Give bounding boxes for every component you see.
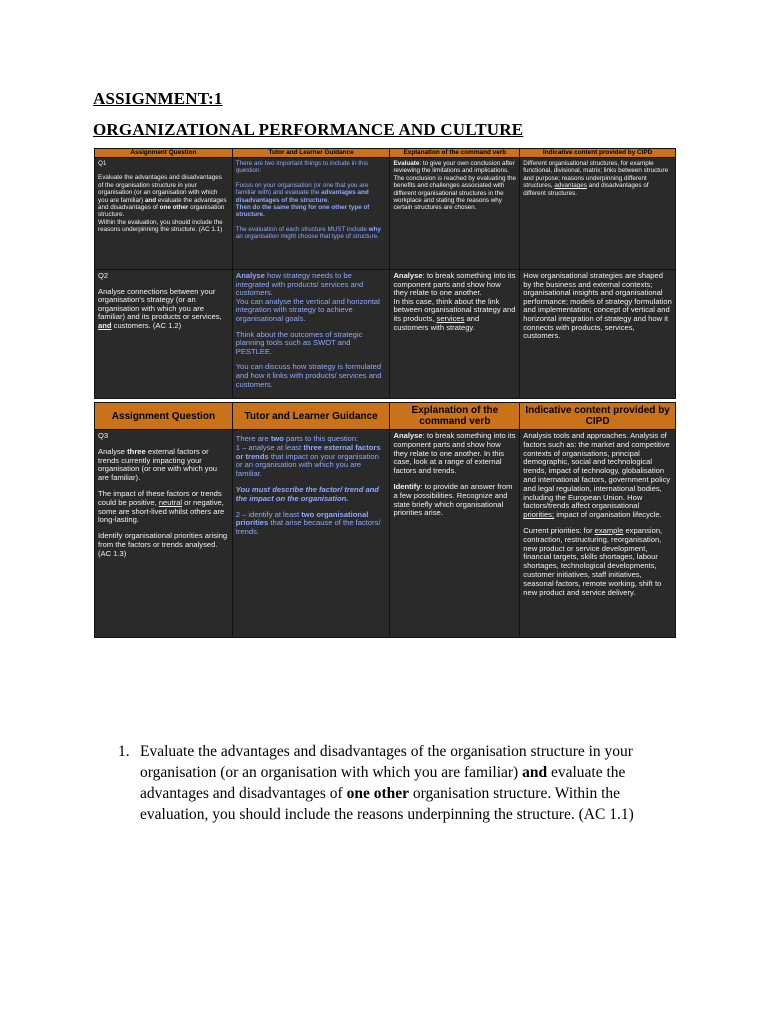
q3-question-2b: or negative, some are short-lived whilst others are long-lasting. (98, 497, 225, 525)
q3-content-2a: Current priorities: for (523, 525, 593, 535)
q1-content-advantages: advantages (554, 182, 587, 190)
assignment-heading: ASSIGNMENT:1 (93, 89, 223, 108)
q2-guidance-2: You can analyse the vertical and horizontal integration with strategy to achieve organisational goals. (235, 296, 380, 323)
q2-command-cell (390, 270, 520, 399)
q3-id: Q3 (98, 431, 109, 440)
q3-question-three: three (127, 446, 146, 456)
q2-command-term: Analyse (393, 271, 423, 280)
q1-guidance-2a: Focus on your organisation (or one that you are familiar with) and evaluate the (235, 181, 369, 197)
q1-question-c: organisation structure. (98, 204, 225, 219)
q3-content-2b: expansion, contraction, restructuring, reorganisation, new product or service development, financial targets, skills shortages, labour shortages, technological developments, customer initiatives, staff initiatives, seasonal factors, remote working, shift to new product and service delivery. (523, 525, 663, 597)
q2-content: How organisational strategies are shaped by the business and external contexts; organisational insights and organisational performance; models of strategy formulation and implementation; concept of vertical and horizontal integration of strategy and how it connects with products, services, customers. (523, 271, 672, 341)
q1-content-b: and disadvantages of different structures. (523, 182, 649, 197)
assignment-subheading: ORGANIZATIONAL PERFORMANCE AND CULTURE (93, 120, 524, 139)
header-command-verb: Explanation of the command verb (390, 403, 520, 430)
table-header-row (95, 149, 676, 158)
q3-command-term-2: Identify (393, 481, 421, 491)
q1-question-cell (95, 158, 233, 270)
q3-content-1a: Analysis tools and approaches. Analysis of factors such as: the market and competitive contexts of organisations, principal demographic, social and technological trends, impact of technology, globalisation and international factors, government policy and legal regulation, international bodies, including the European Union. How factors/trends affect organisational (523, 431, 671, 511)
q3-content-example: example (594, 525, 624, 535)
q1-question-and: and (144, 196, 157, 204)
q3-guidance-cell (232, 430, 390, 638)
table-row-q3 (95, 430, 676, 638)
q2-guidance-1: how strategy needs to be integrated with products/ services and customers. (235, 271, 364, 298)
q1-question-d: Within the evaluation, you should include the reasons underpinning the structure. (AC 1.1) (98, 218, 223, 234)
q3-question-3: Identify organisational priorities arising from the factors or trends analysed. (AC 1.3) (98, 531, 228, 558)
question-1-part-c: organisation structure. Within the evaluation, you should include the reasons underpinning the structure. (AC 1.1) (140, 785, 634, 823)
q2-command-2b: and customers with strategy. (393, 313, 480, 332)
q1-guidance-3: Then do the same thing for one other type of structure. (235, 204, 370, 219)
q1-id: Q1 (98, 160, 107, 167)
q3-content-1b: impact of organisation lifecycle. (556, 510, 662, 520)
q1-command-cell (390, 158, 520, 270)
q3-guidance-1b: parts to this question: (286, 434, 359, 443)
q1-guidance-2b: advantages and disadvantages of the structure. (235, 189, 369, 204)
q3-command-1: : to break something into its component parts and show how they relate to one another. In this case, look at a range of external factors and trends. (393, 431, 516, 476)
header-indicative-content: Indicative content provided by CIPD (520, 403, 676, 430)
q1-guidance-4b: why (368, 225, 381, 233)
q1-content-cell (520, 158, 676, 270)
table-row-q2 (95, 270, 676, 399)
question-1-paragraph (118, 741, 658, 825)
q3-guidance-4-bold: two organisational priorities (235, 509, 369, 528)
q2-content-cell (520, 270, 676, 399)
header-assignment-question: Assignment Question (95, 149, 233, 158)
q3-command-term-1: Analyse (393, 431, 423, 440)
question-1-one-other: one other (346, 785, 410, 802)
q1-question-one-other: one other (159, 204, 189, 212)
q3-guidance-4b: that arise because of the factors/ trends. (235, 518, 381, 537)
table-header-row (95, 403, 676, 430)
question-1-part-b: evaluate the advantages and disadvantages of (140, 764, 626, 802)
table-row-q1 (95, 158, 676, 270)
assignment-table-2 (94, 402, 676, 638)
q1-guidance-1: There are two important things to include in this question: (235, 160, 369, 175)
q1-command-2: The conclusion is reached by evaluating the benefits and challenges associated with different organisational structures in the workplace and stating the reasons why certain structures are chosen. (393, 174, 516, 212)
question-1-and: and (522, 764, 548, 781)
header-command-verb: Explanation of the command verb (390, 149, 520, 158)
q3-content-priorities: priorities; (523, 510, 555, 520)
q3-question-1b: external factors or trends currently impacting your organisation (or one with which you are familiar). (98, 446, 218, 483)
q1-guidance-4a: The evaluation of each structure MUST include (235, 225, 367, 233)
q3-question-cell (95, 430, 233, 638)
question-1-number: 1. (118, 743, 130, 760)
q3-guidance-4a: 2 – identify at least (235, 509, 300, 519)
q2-command-2a: In this case, think about the link between organisational strategy and its products, (393, 296, 516, 323)
header-assignment-question: Assignment Question (95, 403, 233, 430)
q1-question-b: evaluate the advantages and disadvantages of (98, 196, 227, 212)
q3-question-2a: The impact of these factors or trends could be positive, (98, 488, 222, 507)
q1-guidance-cell (232, 158, 390, 270)
q2-question-and: and (98, 320, 112, 330)
q2-guidance-3: Think about the outcomes of strategic planning tools such as SWOT and PESTLEE. (235, 329, 363, 356)
header-indicative-content: Indicative content provided by CIPD (520, 149, 676, 158)
q3-question-1a: Analyse (98, 446, 126, 456)
q3-guidance-3: You must describe the factor/ trend and the impact on the organisation. (235, 484, 379, 503)
q2-command-1: : to break something into its component parts and show how they relate to one another. (393, 271, 516, 298)
header-tutor-guidance: Tutor and Learner Guidance (232, 403, 390, 430)
q3-content-cell (520, 430, 676, 638)
q3-guidance-two: two (270, 434, 284, 443)
q3-guidance-1a: There are (235, 434, 269, 443)
header-tutor-guidance: Tutor and Learner Guidance (232, 149, 390, 158)
question-1-part-a: Evaluate the advantages and disadvantages of the organisation structure in your organisation (or an organisation with which you are familiar) (140, 743, 633, 781)
q1-command-term: Evaluate (393, 160, 420, 167)
q2-guidance-4: You can discuss how strategy is formulated and how it links with products/ services and customers. (235, 362, 382, 389)
q1-question-a: Evaluate the advantages and disadvantages of the organisation structure in your organisation (or an organisation with which you are familiar) (98, 174, 222, 204)
q2-question-b: customers. (AC 1.2) (113, 320, 182, 330)
q2-id: Q2 (98, 271, 109, 280)
assignment-table-1 (94, 148, 676, 399)
q3-question-neutral: neutral (158, 497, 183, 507)
q2-guidance-term: Analyse (235, 271, 265, 280)
q3-command-cell (390, 430, 520, 638)
q1-guidance-4c: an organisation might choose that type of structure. (235, 233, 379, 241)
q3-command-2: : to provide an answer from a few possibilities. Recognize and state briefly which organisational priorities arise. (393, 481, 513, 518)
q1-content-a: Different organisational structures, for example functional, divisional, matrix; links between structure and purpose; reasons underpinning different structures, (523, 160, 669, 190)
q1-command-1: : to give your own conclusion after reviewing the limitations and implications. (393, 160, 515, 175)
q3-guidance-2a: 1 – analyse at least (235, 442, 302, 452)
q2-question-a: Analyse connections between your organisation's strategy (or an organisation with which you are familiar) and its products or services, (98, 286, 222, 322)
q2-question-cell (95, 270, 233, 399)
q2-command-services: services (436, 313, 465, 323)
q3-guidance-2b: that impact on your organisation or an organisation with which you are familiar. (235, 451, 379, 479)
q2-guidance-cell (232, 270, 390, 399)
q3-guidance-2-bold: three external factors or trends (235, 442, 381, 461)
